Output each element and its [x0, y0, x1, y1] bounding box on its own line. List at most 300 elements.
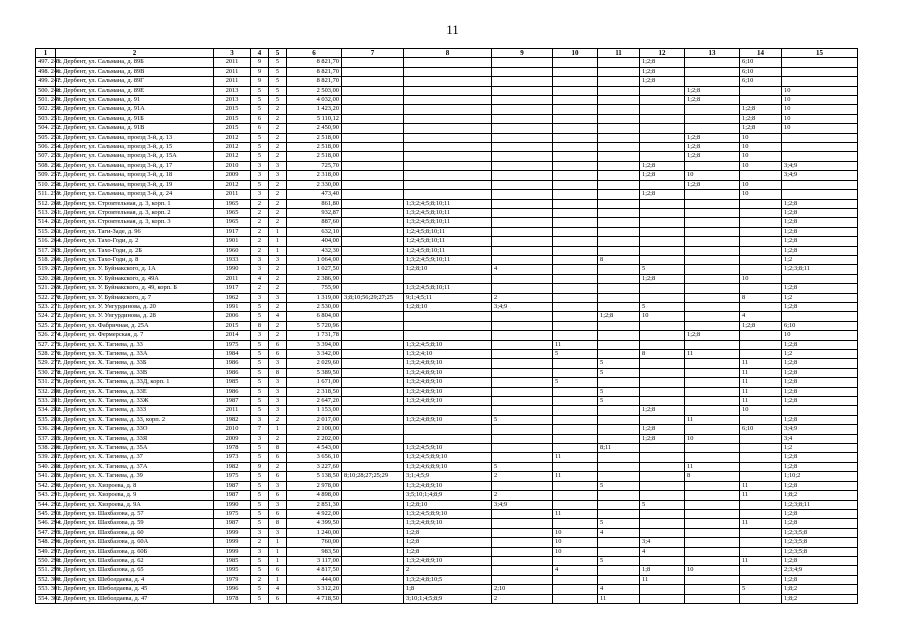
table-cell: 2 [269, 208, 287, 217]
column-header: 11 [598, 49, 640, 58]
table-cell: 9 [251, 67, 269, 76]
table-cell: 4 [269, 585, 287, 594]
table-row [36, 246, 858, 255]
table-cell: 5 [492, 415, 553, 424]
table-cell [342, 453, 404, 462]
table-cell: 6 [269, 491, 287, 500]
table-cell [342, 96, 404, 105]
table-cell: 1987 [214, 491, 251, 500]
table-cell: 1982 [214, 415, 251, 424]
table-cell [553, 425, 598, 434]
table-cell [685, 528, 740, 537]
row-number-cell: 508. 256. [36, 161, 56, 170]
table-cell [553, 96, 598, 105]
table-cell: 8 [740, 293, 782, 302]
table-cell: 2 202,00 [287, 434, 342, 443]
table-cell: 2 [251, 199, 269, 208]
table-cell: 3 312,20 [287, 585, 342, 594]
table-cell [685, 387, 740, 396]
table-cell: 1 [269, 246, 287, 255]
table-cell: 1;3;2;4;8;9;10 [404, 519, 492, 528]
column-header: 6 [287, 49, 342, 58]
table-cell [782, 143, 858, 152]
table-cell: 2013 [214, 96, 251, 105]
table-cell: 2010 [214, 425, 251, 434]
table-cell: 1;2;8 [685, 152, 740, 161]
table-cell [740, 265, 782, 274]
table-cell [685, 556, 740, 565]
table-cell [640, 227, 685, 236]
table-cell: 3 [251, 434, 269, 443]
table-row [36, 77, 858, 86]
table-cell: 2009 [214, 434, 251, 443]
table-cell: 1;3;2;4;5;9;10;11 [404, 255, 492, 264]
table-cell [492, 96, 553, 105]
table-cell: 1;2;8 [740, 105, 782, 114]
table-cell: 432,30 [287, 246, 342, 255]
table-cell: 4 922,00 [287, 509, 342, 518]
table-cell [782, 58, 858, 67]
table-cell: 1;2;8 [740, 321, 782, 330]
table-cell [553, 331, 598, 340]
table-cell [598, 575, 640, 584]
table-cell: 1;2;8 [640, 67, 685, 76]
table-cell [685, 255, 740, 264]
table-cell: г. Дербент, ул. Х. Тагиева, д. 33, корп. 2 [56, 415, 214, 424]
table-cell: 2 [269, 199, 287, 208]
table-cell: 3 [269, 528, 287, 537]
table-cell [342, 340, 404, 349]
table-cell: 8 [640, 350, 685, 359]
table-cell [342, 265, 404, 274]
table-cell: 5 [251, 340, 269, 349]
table-cell [598, 96, 640, 105]
table-cell: г. Дербент, ул. Шахбазова, д. 60А [56, 538, 214, 547]
table-cell: 1;2;8 [740, 124, 782, 133]
table-cell: 2015 [214, 114, 251, 123]
table-cell [553, 67, 598, 76]
table-cell [598, 227, 640, 236]
table-cell [404, 152, 492, 161]
table-row [36, 124, 858, 133]
table-cell: 3 [269, 161, 287, 170]
table-cell: 2 [269, 180, 287, 189]
table-cell [342, 585, 404, 594]
table-cell: 3 [251, 528, 269, 537]
table-cell [598, 152, 640, 161]
table-cell: 3;4;9 [492, 302, 553, 311]
row-number-cell: 530. 278. [36, 368, 56, 377]
table-cell [492, 321, 553, 330]
table-cell [404, 190, 492, 199]
table-cell: г. Дербент, ул. Шахбазова, д. 62 [56, 556, 214, 565]
table-cell: 3 394,00 [287, 340, 342, 349]
table-cell: 11 [553, 509, 598, 518]
table-cell: 4 [492, 265, 553, 274]
table-cell [492, 246, 553, 255]
table-cell: 1;2;3;5;8 [782, 528, 858, 537]
table-cell: г. Дербент, ул. Хизроева, д. 9 [56, 491, 214, 500]
table-cell: 5 [251, 566, 269, 575]
table-cell: 1985 [214, 556, 251, 565]
table-cell [553, 58, 598, 67]
table-cell: 2012 [214, 143, 251, 152]
table-cell: 1;2;8 [640, 406, 685, 415]
table-cell [640, 152, 685, 161]
table-cell: 11 [685, 350, 740, 359]
table-cell: 10 [740, 190, 782, 199]
table-cell: 1933 [214, 255, 251, 264]
table-row [36, 133, 858, 142]
row-number-cell: 539. 287. [36, 453, 56, 462]
table-cell: 1;2;3;8;11 [782, 500, 858, 509]
table-cell: 1;2;8 [782, 199, 858, 208]
table-row [36, 143, 858, 152]
table-cell: г. Дербент, ул. У. Буйнакского, д. 7 [56, 293, 214, 302]
table-cell: 5 [598, 359, 640, 368]
table-row [36, 415, 858, 424]
table-cell: 2 [269, 434, 287, 443]
column-header: 2 [56, 49, 214, 58]
table-row [36, 594, 858, 603]
row-number-cell: 534. 282. [36, 406, 56, 415]
table-cell [553, 462, 598, 471]
table-cell [553, 114, 598, 123]
row-number-cell: 535. 283. [36, 415, 56, 424]
row-number-cell: 510. 258. [36, 180, 56, 189]
table-cell: 2 [269, 114, 287, 123]
table-cell: 5 [740, 585, 782, 594]
table-cell [553, 500, 598, 509]
table-cell [640, 133, 685, 142]
table-cell: 1;2;8 [782, 556, 858, 565]
table-cell: 5 110,12 [287, 114, 342, 123]
table-row [36, 274, 858, 283]
table-cell: 1984 [214, 350, 251, 359]
column-header: 15 [782, 49, 858, 58]
table-cell: 1 [269, 538, 287, 547]
table-cell [782, 274, 858, 283]
table-cell [404, 434, 492, 443]
table-cell: 1;8;2 [782, 585, 858, 594]
table-cell: 4 399,50 [287, 519, 342, 528]
table-cell: 1;3;2;4;5;8;10;11 [404, 218, 492, 227]
table-cell [553, 359, 598, 368]
table-cell: г. Дербент, ул. У. Буйнакского, д. 49, корп. Б [56, 284, 214, 293]
table-cell: 1;2;8 [782, 237, 858, 246]
table-row [36, 528, 858, 537]
table-cell: 2 [269, 143, 287, 152]
table-cell [553, 180, 598, 189]
table-cell: 10 [782, 86, 858, 95]
table-cell: 2 450,90 [287, 124, 342, 133]
table-cell [553, 312, 598, 321]
table-cell: 725,70 [287, 161, 342, 170]
table-cell [640, 519, 685, 528]
table-cell [685, 227, 740, 236]
table-cell: 7 [251, 425, 269, 434]
table-cell [492, 368, 553, 377]
table-cell: 6;10 [740, 77, 782, 86]
table-cell [342, 302, 404, 311]
table-cell: 2015 [214, 124, 251, 133]
table-cell: 2 530,00 [287, 302, 342, 311]
table-cell [598, 472, 640, 481]
table-cell: 5 [251, 491, 269, 500]
table-cell: 1;2;8;10 [404, 302, 492, 311]
table-cell: 1 153,00 [287, 406, 342, 415]
table-cell [492, 190, 553, 199]
table-cell [685, 246, 740, 255]
table-cell: 2 [269, 284, 287, 293]
table-row [36, 472, 858, 481]
table-cell [492, 105, 553, 114]
table-cell: 11 [640, 575, 685, 584]
table-cell: 5 [598, 368, 640, 377]
table-cell: 1 [269, 227, 287, 236]
table-cell: 1987 [214, 519, 251, 528]
table-cell: 1;2;8;10 [404, 265, 492, 274]
table-cell: 3 [269, 255, 287, 264]
table-cell: 1;3;2;4;5;9;10 [404, 444, 492, 453]
table-cell [492, 350, 553, 359]
table-cell [685, 491, 740, 500]
table-cell [685, 284, 740, 293]
table-cell: г. Дербент, ул. Х. Тагиева, д. 33О [56, 425, 214, 434]
table-cell: г. Дербент, ул. Тахо-Годи, д. 2Б [56, 246, 214, 255]
table-cell: 10 [740, 161, 782, 170]
table-cell [342, 350, 404, 359]
table-cell: 9;1;4;5;11 [404, 293, 492, 302]
table-cell [685, 274, 740, 283]
table-cell [598, 462, 640, 471]
table-cell [640, 124, 685, 133]
table-cell [598, 208, 640, 217]
table-cell: 1;2;8 [782, 227, 858, 236]
table-cell: 1 [269, 575, 287, 584]
row-number-cell: 518. 266. [36, 255, 56, 264]
table-cell: 1;2;8 [782, 359, 858, 368]
table-cell: 5 [251, 133, 269, 142]
table-cell [740, 208, 782, 217]
table-cell [553, 519, 598, 528]
table-row [36, 500, 858, 509]
table-cell: 1 064,00 [287, 255, 342, 264]
table-cell: г. Дербент, ул. Шеболдаева, д. 47 [56, 594, 214, 603]
table-cell [640, 237, 685, 246]
table-cell [404, 67, 492, 76]
table-cell: 5 [251, 594, 269, 603]
table-cell [640, 378, 685, 387]
table-cell [740, 566, 782, 575]
row-number-cell: 503. 251. [36, 114, 56, 123]
table-cell: 5 138,50 [287, 472, 342, 481]
table-cell: 5 [598, 397, 640, 406]
table-cell [782, 312, 858, 321]
table-cell [685, 406, 740, 415]
table-cell [685, 453, 740, 462]
table-cell [685, 538, 740, 547]
row-number-cell: 537. 285. [36, 434, 56, 443]
table-cell: 3;4;9 [782, 161, 858, 170]
table-cell: 5 [640, 302, 685, 311]
row-number-cell: 515. 263. [36, 227, 56, 236]
table-cell: г. Дербент, ул. Сальмана, д. 89Б [56, 58, 214, 67]
table-cell: г. Дербент, ул. У. Унгурдинова, д. 28 [56, 312, 214, 321]
table-cell: 1;2 [782, 255, 858, 264]
table-cell [553, 190, 598, 199]
table-cell [342, 133, 404, 142]
table-cell: г. Дербент, ул. Х. Тагиева, д. 33 [56, 340, 214, 349]
table-cell [740, 528, 782, 537]
table-cell: 1;2;8 [640, 274, 685, 283]
table-cell: 11 [685, 462, 740, 471]
table-cell: 1991 [214, 302, 251, 311]
table-cell: 1 [269, 547, 287, 556]
table-cell: 6;10 [782, 321, 858, 330]
table-cell: 11 [740, 556, 782, 565]
table-cell [740, 500, 782, 509]
table-cell [492, 124, 553, 133]
table-cell [740, 462, 782, 471]
table-cell: г. Дербент, ул. У. Буйнакского, д. 1А [56, 265, 214, 274]
table-cell: 10 [685, 171, 740, 180]
table-cell [685, 67, 740, 76]
table-cell: 1 731,78 [287, 331, 342, 340]
table-cell [553, 265, 598, 274]
table-cell: 1;2;8 [782, 481, 858, 490]
table-cell: 1;2;8 [598, 312, 640, 321]
table-cell [492, 171, 553, 180]
table-cell: 2009 [214, 171, 251, 180]
table-row [36, 368, 858, 377]
table-cell: 5 720,96 [287, 321, 342, 330]
table-cell: 6 [269, 340, 287, 349]
table-cell: 1;2;8 [782, 453, 858, 462]
table-cell [342, 594, 404, 603]
table-cell: 11 [740, 481, 782, 490]
table-cell: 10 [553, 528, 598, 537]
table-row [36, 96, 858, 105]
column-header: 5 [269, 49, 287, 58]
table-cell: 1;2;8 [640, 58, 685, 67]
table-cell: 755,90 [287, 284, 342, 293]
table-cell [492, 547, 553, 556]
table-cell [342, 321, 404, 330]
row-number-cell: 541. 289. [36, 472, 56, 481]
table-cell [492, 161, 553, 170]
table-cell: 1965 [214, 199, 251, 208]
row-number-cell: 528. 276. [36, 350, 56, 359]
table-cell: 8 821,70 [287, 77, 342, 86]
table-cell [740, 255, 782, 264]
table-cell [404, 58, 492, 67]
table-cell: 5 [269, 96, 287, 105]
table-cell [640, 415, 685, 424]
table-cell: г. Дербент, ул. Шеболдаева, д. 4 [56, 575, 214, 584]
table-cell [492, 397, 553, 406]
table-cell: 6 [251, 124, 269, 133]
table-cell [640, 96, 685, 105]
table-cell [492, 387, 553, 396]
table-row [36, 190, 858, 199]
table-cell [685, 509, 740, 518]
table-cell [685, 594, 740, 603]
table-cell: 3 [251, 331, 269, 340]
table-row [36, 547, 858, 556]
table-cell: 10 [640, 312, 685, 321]
table-cell: 2 [269, 274, 287, 283]
table-cell [598, 491, 640, 500]
table-cell: 5 [251, 312, 269, 321]
table-cell [553, 321, 598, 330]
table-cell [404, 171, 492, 180]
table-cell [640, 444, 685, 453]
table-cell: 1;2;8 [782, 397, 858, 406]
table-cell [640, 114, 685, 123]
table-cell: 6 [269, 350, 287, 359]
table-cell: 760,00 [287, 538, 342, 547]
table-cell: г. Дербент, ул. Сальмана, проезд 3-й, д. 24 [56, 190, 214, 199]
table-cell: 1;2;8;10 [404, 500, 492, 509]
table-cell [492, 180, 553, 189]
table-cell [404, 425, 492, 434]
table-cell: 8 [598, 255, 640, 264]
table-cell: 1;2;3;5;8 [782, 538, 858, 547]
table-cell [640, 284, 685, 293]
table-cell: 1;2;8 [782, 519, 858, 528]
row-number-cell: 547. 295. [36, 528, 56, 537]
table-cell [640, 368, 685, 377]
table-cell [598, 86, 640, 95]
table-cell [342, 415, 404, 424]
row-number-cell: 548. 296. [36, 538, 56, 547]
table-cell: 8 [269, 368, 287, 377]
table-cell: 1;3;2;4;8;9;10 [404, 415, 492, 424]
table-cell [342, 105, 404, 114]
table-cell: 5 [251, 302, 269, 311]
table-cell [404, 321, 492, 330]
table-cell: г. Дербент, ул. Х. Тагиева, д. 33З [56, 406, 214, 415]
table-cell [782, 406, 858, 415]
table-cell: 1996 [214, 585, 251, 594]
table-cell: г. Дербент, ул. Х. Тагиева, д. 33Б [56, 359, 214, 368]
table-cell: 1;2;8 [782, 415, 858, 424]
row-number-cell: 552. 300. [36, 575, 56, 584]
table-cell [492, 284, 553, 293]
table-row [36, 208, 858, 217]
table-row [36, 406, 858, 415]
table-cell [404, 105, 492, 114]
table-cell [492, 406, 553, 415]
table-cell: 4 032,00 [287, 96, 342, 105]
table-cell [342, 406, 404, 415]
table-cell [685, 340, 740, 349]
table-cell: 8 821,70 [287, 58, 342, 67]
column-header: 4 [251, 49, 269, 58]
table-cell: г. Дербент, ул. Сальмана, д. 91В [56, 124, 214, 133]
table-cell [553, 594, 598, 603]
table-cell [492, 255, 553, 264]
table-cell [598, 350, 640, 359]
table-cell [553, 406, 598, 415]
table-cell: г. Дербент, ул. Сальмана, проезд 3-й, д. 15А [56, 152, 214, 161]
table-cell: 2012 [214, 133, 251, 142]
table-cell: г. Дербент, ул. Сальмана, проезд 3-й, д. 19 [56, 180, 214, 189]
table-cell: 2006 [214, 312, 251, 321]
table-cell: 632,10 [287, 227, 342, 236]
table-cell: 2 [269, 124, 287, 133]
